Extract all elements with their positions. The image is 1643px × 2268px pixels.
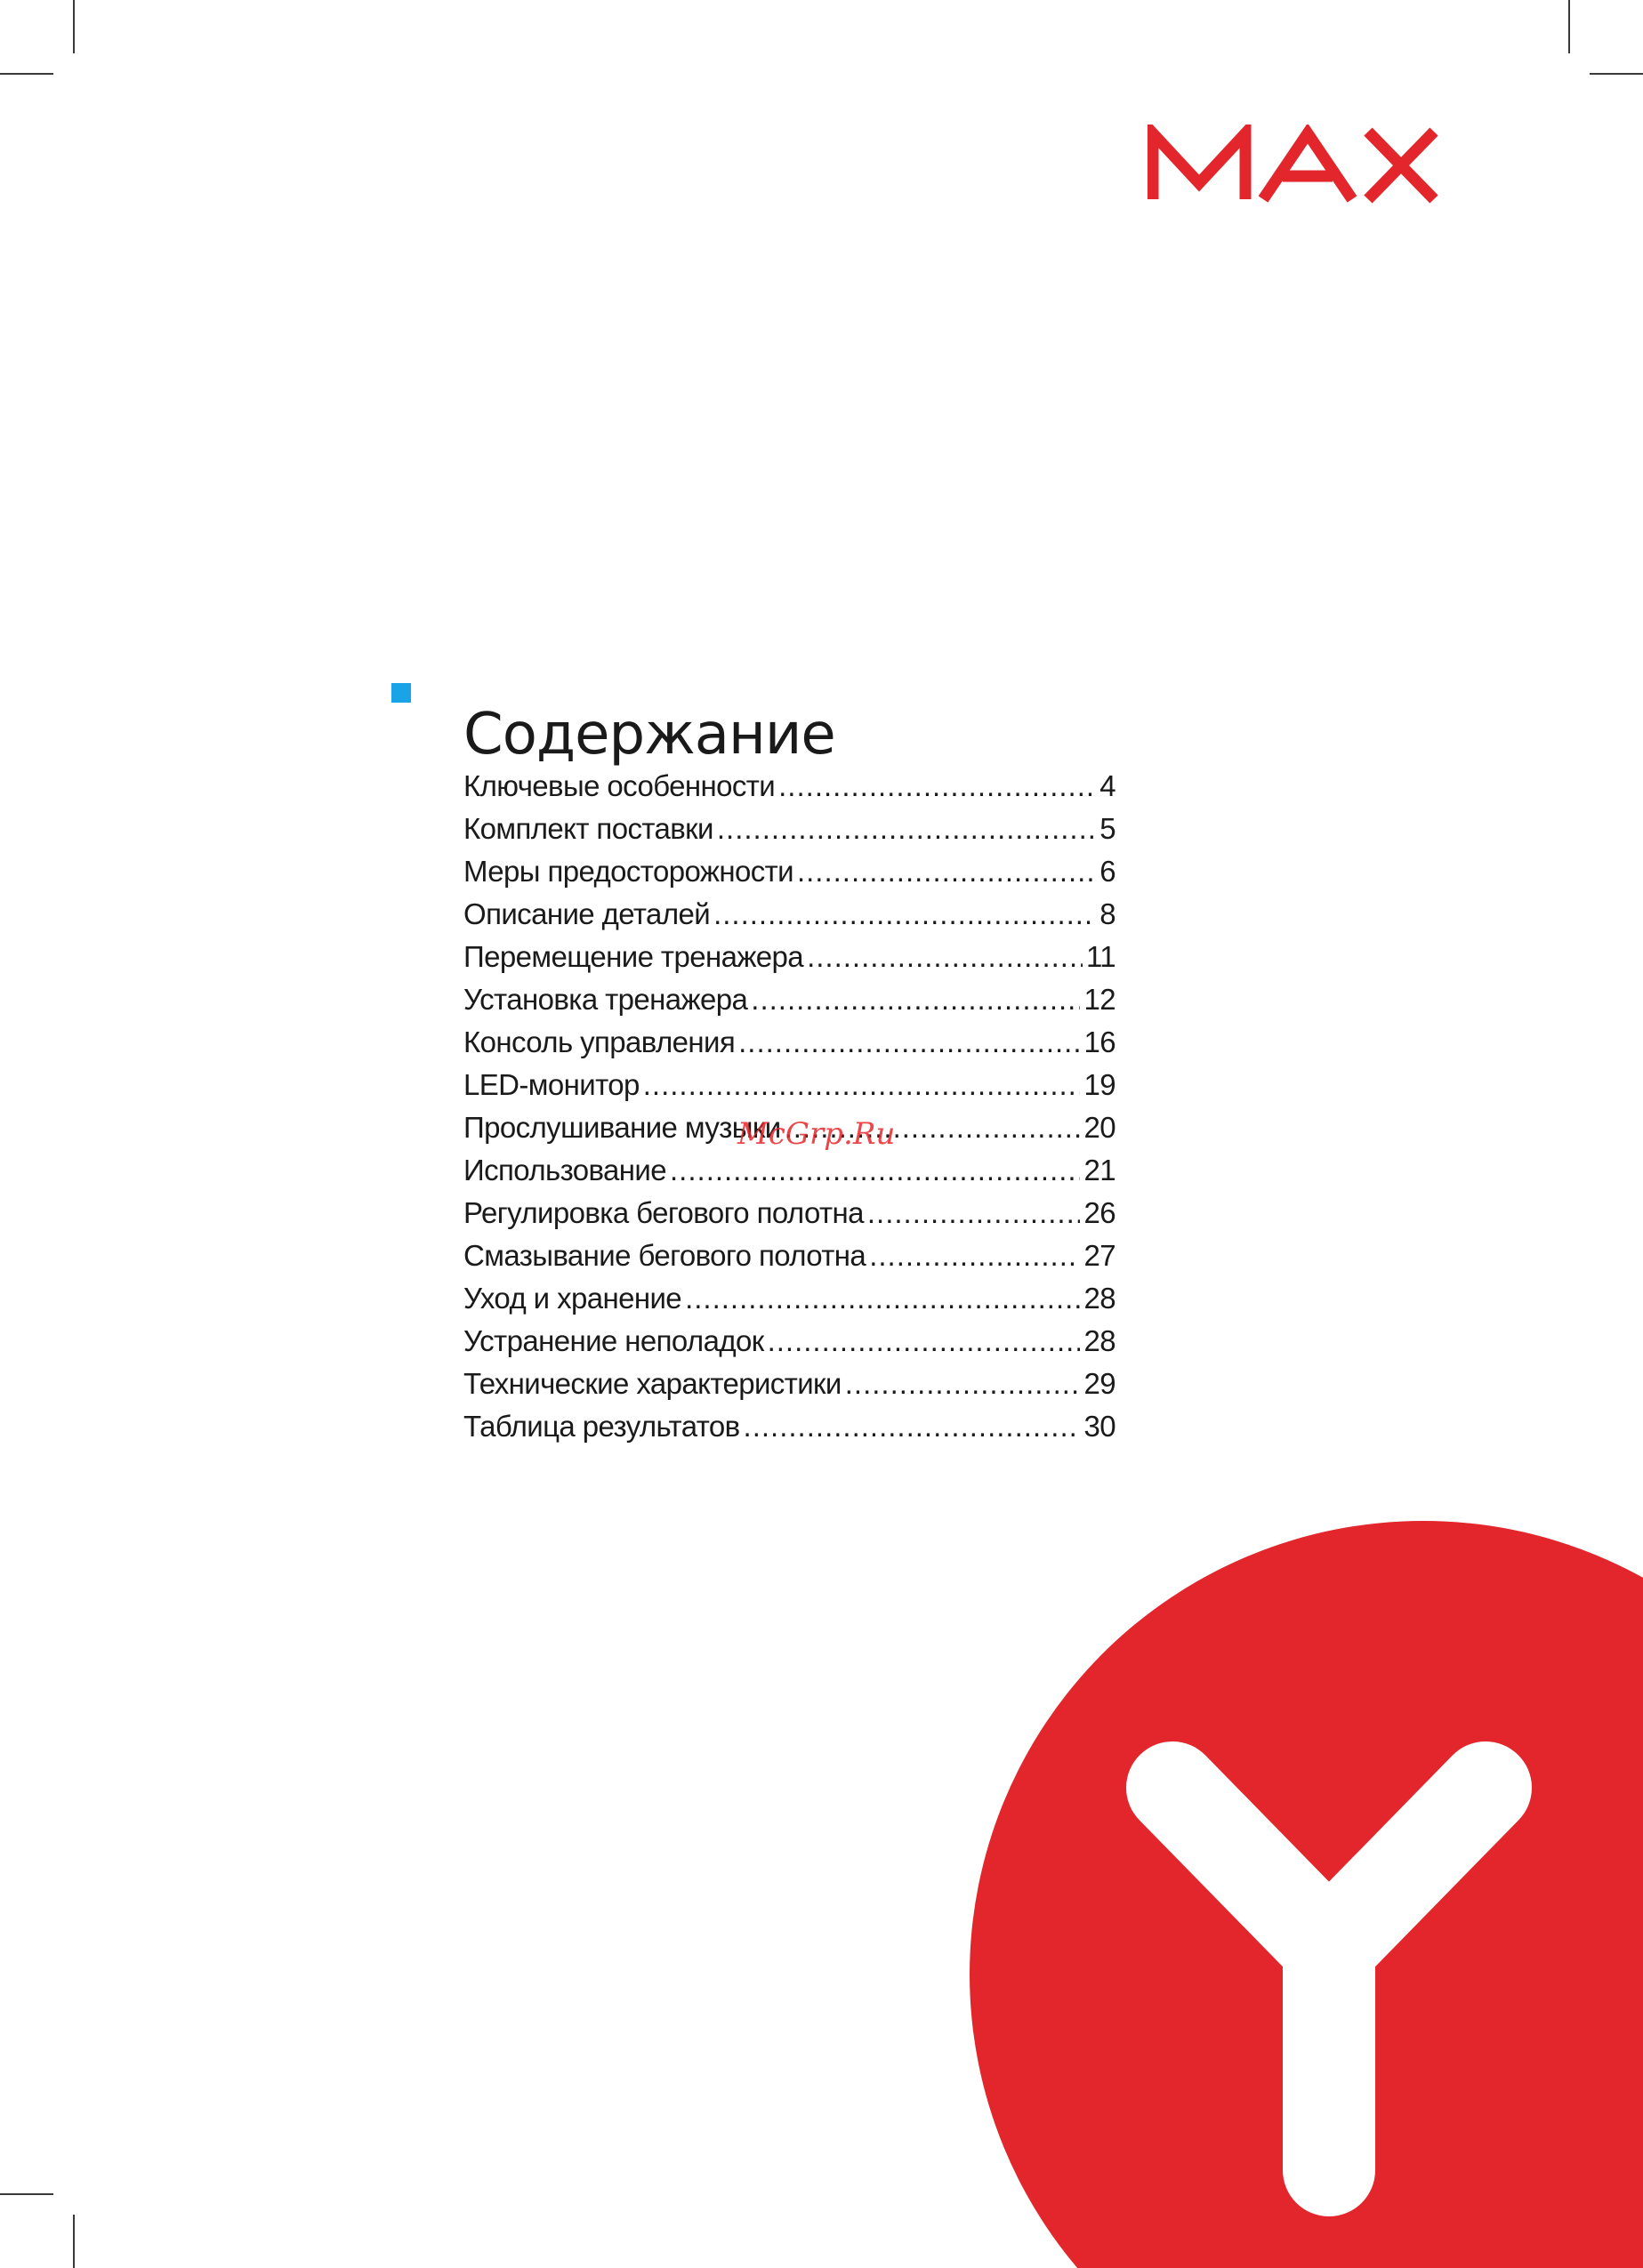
toc-dot-leader [738,1021,1080,1064]
toc-entry[interactable] [463,1277,1115,1320]
toc-entry-page: 12 [1083,983,1115,1016]
toc-entry-label: Использование [463,1154,667,1186]
toc-heading [391,656,1121,768]
toc-dot-leader [807,936,1083,978]
toc-entry-label: Прослушивание музыки [463,1111,781,1144]
toc-entry-label: Регулировка бегового полотна [463,1196,864,1229]
toc-dot-leader [797,850,1096,893]
toc-entry-label: Технические характеристики [463,1367,842,1400]
toc-entry[interactable] [463,936,1115,978]
toc-entry-page: 26 [1083,1196,1115,1229]
toc-entry-page: 30 [1083,1410,1115,1443]
toc-entry-page: 20 [1083,1111,1115,1144]
toc-entry-label: Уход и хранение [463,1282,682,1315]
toc-list [463,765,1115,1448]
crop-mark [1590,73,1643,75]
toc-dot-leader [867,1192,1081,1235]
toc-entry[interactable] [463,1021,1115,1064]
max-logo [1148,125,1441,205]
toc-entry-page: 11 [1085,940,1115,973]
toc-entry-label: Комплект поставки [463,812,713,845]
toc-dot-leader [685,1277,1080,1320]
crop-mark [1568,0,1570,53]
toc-entry[interactable] [463,978,1115,1021]
toc-dot-leader [643,1064,1081,1106]
toc-entry-label: Таблица результатов [463,1410,740,1443]
crop-mark [73,2215,75,2268]
toc-entry-label: Меры предосторожности [463,855,793,888]
toc-entry-label: Устранение неполадок [463,1324,764,1357]
toc-entry-label: Описание деталей [463,897,711,930]
toc-entry-page: 5 [1099,812,1115,845]
toc-entry-label: LED-монитор [463,1068,640,1101]
crop-mark [0,73,53,75]
toc-entry-page: 29 [1083,1367,1115,1400]
brand-y-mark [970,1512,1643,2268]
toc-entry-page: 21 [1083,1154,1115,1186]
toc-entry-label: Перемещение тренажера [463,940,804,973]
toc-entry-page: 28 [1083,1282,1115,1315]
toc-dot-leader [744,1405,1081,1448]
toc-entry-page: 16 [1083,1025,1115,1058]
crop-mark [0,2193,53,2195]
crop-mark [73,0,75,53]
toc-entry-page: 6 [1099,855,1115,888]
toc-entry[interactable] [463,893,1115,936]
toc-entry-page: 8 [1099,897,1115,930]
toc-entry[interactable] [463,1149,1115,1192]
toc-entry[interactable] [463,765,1115,808]
toc-dot-leader [768,1320,1081,1363]
toc-dot-leader [751,978,1080,1021]
toc-dot-leader [713,893,1096,936]
square-bullet-icon [391,683,411,703]
toc-entry[interactable] [463,808,1115,850]
toc-entry-page: 4 [1099,769,1115,802]
toc-entry-label: Ключевые особенности [463,769,776,802]
toc-dot-leader [778,765,1096,808]
toc-entry[interactable] [463,1235,1115,1277]
toc-entry[interactable] [463,1064,1115,1106]
toc-dot-leader [869,1235,1080,1277]
toc-entry[interactable] [463,1192,1115,1235]
page-title: Содержание [463,701,835,768]
toc-dot-leader [845,1363,1081,1405]
toc-entry-label: Установка тренажера [463,983,748,1016]
toc-entry-label: Смазывание бегового полотна [463,1239,866,1272]
toc-entry-page: 27 [1083,1239,1115,1272]
toc-entry[interactable] [463,1405,1115,1448]
toc-entry[interactable] [463,1320,1115,1363]
toc-entry-page: 28 [1083,1324,1115,1357]
toc-dot-leader [670,1149,1080,1192]
toc-entry-page: 19 [1083,1068,1115,1101]
toc-entry[interactable] [463,1363,1115,1405]
toc-entry[interactable] [463,850,1115,893]
toc-dot-leader [717,808,1096,850]
watermark: McGrp.Ru [737,1116,896,1152]
toc-entry-label: Консоль управления [463,1025,736,1058]
